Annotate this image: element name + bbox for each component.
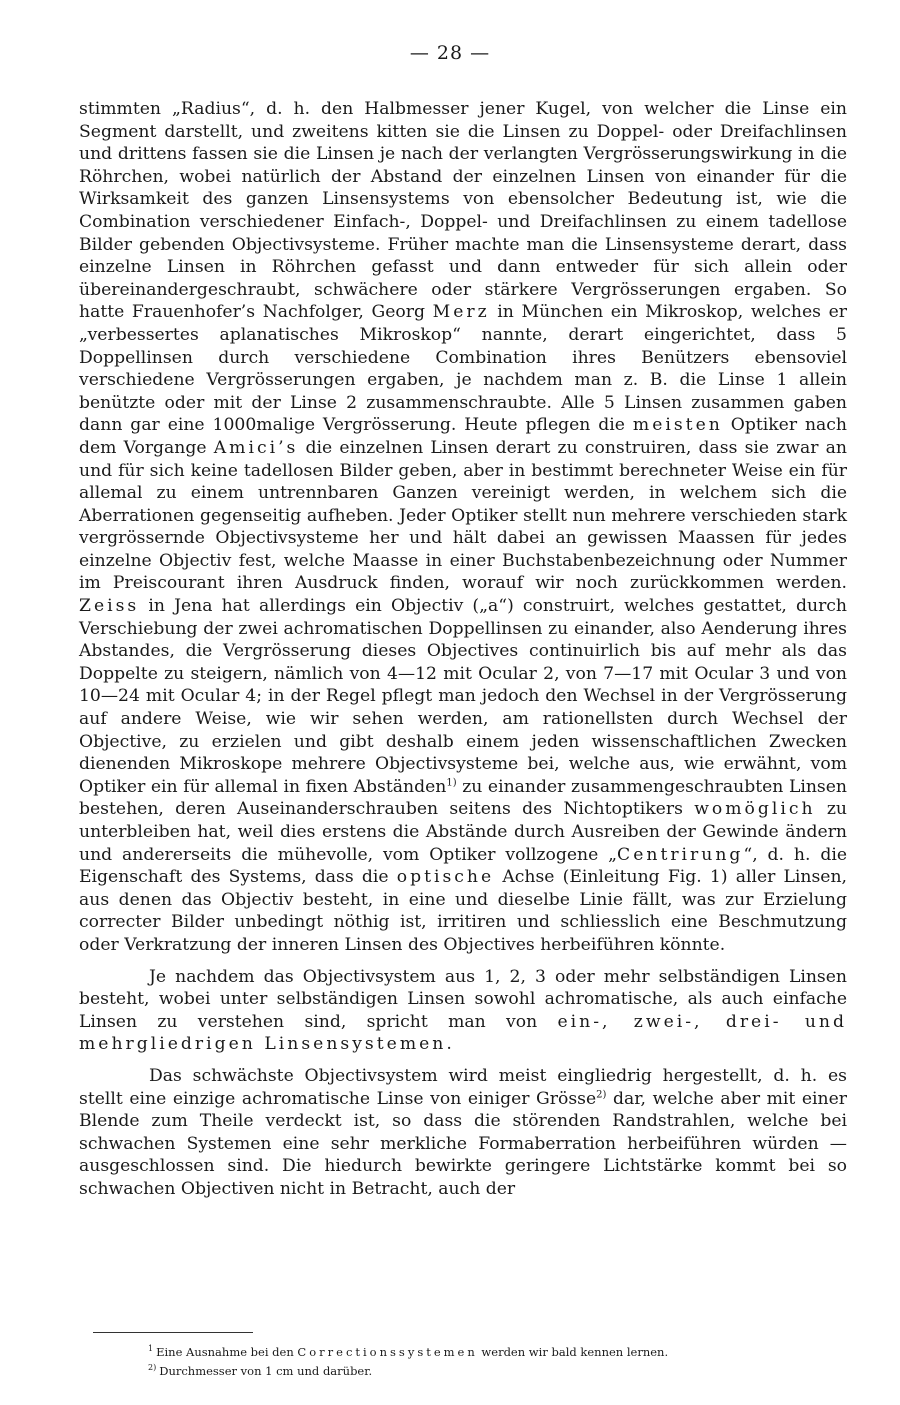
emphasized-text: meisten (632, 415, 723, 436)
body-text (79, 98, 847, 1201)
text-run: in München ein Mikroskop, welches er „verbessertes aplanatisches Mikroskop“ nannte, derart eingerichtet, dass 5 Doppellinsen durch verschiedene Combination ihres Benützers ebensoviel verschiedene Vergrösserungen ergaben, je nachdem man z. B. die Linse 1 allein benützte oder mit der Linse 2 zusammenschraubte. Alle 5 Linsen zusammen gaben dann gar eine 1000malige Vergrösserung. Heute pflegen die (79, 302, 847, 436)
emphasized-text: Centrirung (617, 844, 744, 865)
emphasized-text: womöglich (694, 799, 816, 820)
text-run: Eine Ausnahme bei den (156, 1344, 298, 1359)
footnote-rule (93, 1332, 253, 1333)
text-run: Je nachdem das Objectivsystem aus 1, 2, 3 oder mehr selbständigen Linsen besteht, wobei unter selbständigen Linsen sowohl achromatische, als auch einfache Linsen zu verstehen sind, spricht man von (79, 966, 847, 1032)
footnote-reference: 2) (596, 1088, 607, 1100)
emphasized-text: optische (396, 867, 495, 888)
page-number: — 28 — (409, 42, 491, 64)
footnote-marker: 2) (148, 1362, 157, 1372)
footnotes (148, 1341, 848, 1379)
text-run: zu einander zusammengeschraubten Linsen bestehen, deren Auseinanderschrauben seitens des Nichtoptikers (79, 776, 847, 820)
text-run: Achse (Einleitung Fig. 1) aller Linsen, aus denen das Objectiv besteht, in eine und dieselbe Linie fällt, was zur Erzielung correcter Bilder unbedingt nöthig ist, irritiren und schliesslich eine Beschmutzung oder Verkratzung der inneren Linsen des Objectives herbeiführen könnte. (79, 867, 848, 955)
text-run: Durchmesser von 1 cm und darüber. (159, 1363, 373, 1378)
emphasized-text: Merz (432, 302, 490, 323)
text-run: stimmten „Radius“, d. h. den Halbmesser jener Kugel, von welcher die Linse ein Segment darstellt, und zweitens kitten sie die Linsen zu Doppel- oder Dreifachlinsen und drittens fassen sie die Linsen je nach der verlangten Vergrösserungswirkung in die Röhrchen, wobei natürlich der Abstand der einzelnen Linsen von einander für die Wirksamkeit des ganzen Linsensystems von ebensolcher Bedeutung ist, wie die Combination verschiedener Einfach-, Doppel- und Dreifachlinsen zu einem tadellose Bilder gebenden Objectivsysteme. Früher machte man die Linsensysteme derart, dass einzelne Linsen in Röhrchen gefasst und dann entweder für sich allein oder übereinandergeschraubt, schwächere oder stärkere Vergrösserungen ergaben. So hatte Frauenhofer’s Nachfolger, Georg (79, 99, 847, 323)
paragraph (79, 1065, 847, 1201)
text-run: werden wir bald kennen lernen. (477, 1344, 669, 1359)
emphasized-text: Amici’s (213, 437, 299, 458)
paragraph (79, 98, 847, 957)
text-run: dar, welche aber mit einer Blende zum Theile verdeckt ist, so dass die störenden Randstrahlen, welche bei schwachen Systemen eine sehr merkliche Formaberration herbeiführen würden — ausgeschlossen sind. Die hiedurch bewirkte geringere Lichtstärke kommt bei so schwachen Objectiven nicht in Betracht, auch der (79, 1088, 848, 1199)
text-run: in Jena hat allerdings ein Objectiv („a“) construirt, welches gestattet, durch Verschiebung der zwei achromatischen Doppellinsen zu einander, also Aenderung ihres Abstandes, die Vergrösserung dieses Objectives continuirlich bis auf mehr als das Doppelte zu steigern, nämlich von 4—12 mit Ocular 2, von 7—17 mit Ocular 3 und von 10—24 mit Ocular 4; in der Regel pflegt man jedoch den Wechsel in der Vergrösserung auf andere Weise, wie wir sehen werden, am rationellsten durch Wechsel der Objective, zu erzielen und gibt deshalb einem jeden wissenschaftlichen Zwecken dienenden Mikroskope mehrere Objectivsysteme bei, welche aus, wie erwähnt, vom Optiker ein für allemal in fixen Abständen (79, 596, 847, 797)
footnote-reference: 1) (446, 777, 457, 789)
text-run: Das schwächste Objectivsystem wird meist eingliedrig hergestellt, d. h. es stellt eine einzige achromatische Linse von einiger Grösse (79, 1065, 847, 1109)
footnote-marker: 1 (148, 1344, 154, 1353)
text-run: “, d. h. die Eigenschaft des Systems, dass die (79, 844, 847, 888)
text-run: zu unterbleiben hat, weil dies erstens die Abstände durch Ausreiben der Gewinde ändern und andererseits die mühevolle, vom Optiker vollzogene „ (79, 799, 848, 865)
paragraph (79, 966, 847, 1056)
footnote (148, 1341, 848, 1360)
text-run: Optiker nach dem Vorgange (79, 415, 847, 458)
emphasized-text: ein-, zwei-, drei- und mehrgliedrigen Linsensystemen. (79, 1011, 847, 1055)
emphasized-text: Zeiss (79, 596, 140, 617)
emphasized-text: Correctionssystemen (297, 1344, 478, 1359)
footnote (148, 1360, 848, 1379)
text-run: die einzelnen Linsen derart zu construiren, dass sie zwar an und für sich keine tadellosen Bilder geben, aber in bestimmt berechneter Weise ein für allemal zu einem untrennbaren Ganzen vereinigt werden, in welchem sich die Aberrationen gegenseitig aufheben. Jeder Optiker stellt nun mehrere verschieden stark vergrössernde Objectivsysteme her und hält dabei an gewissen Maassen für jedes einzelne Objectiv fest, welche Maasse in einer Buchstabenbezeichnung oder Nummer im Preiscourant ihren Ausdruck finden, worauf wir noch zurückkommen werden. (79, 437, 847, 594)
